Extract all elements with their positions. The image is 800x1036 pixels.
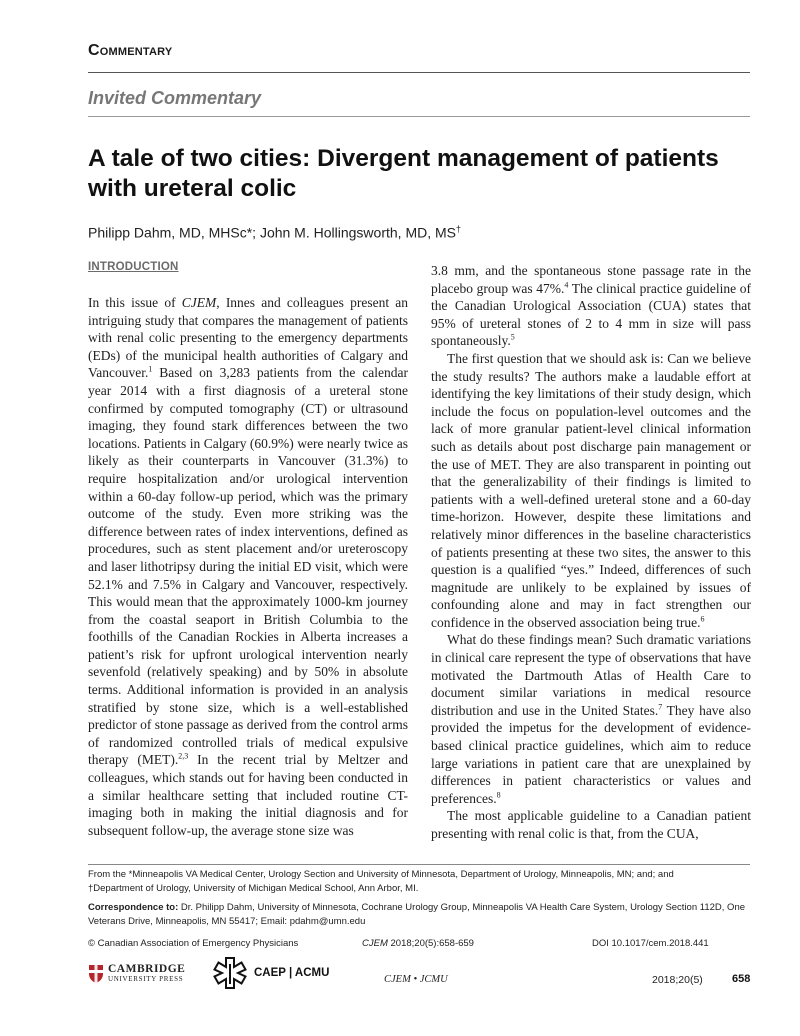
correspondence: Correspondence to: Dr. Philipp Dahm, University of Minnesota, Cochrane Urology Group, Minneapolis VA Health Care System, Urology Section 112D, One Veterans Drive, Minneapolis, MN 55417; Email: pdahm@umn.edu — [88, 902, 746, 927]
header-rule — [88, 72, 750, 73]
copyright: © Canadian Association of Emergency Physicians — [88, 938, 299, 949]
citation: CJEM 2018;20(5):658-659 — [362, 938, 474, 949]
journal-name: CJEM — [181, 295, 217, 310]
journal-footer: CJEM • JCMU — [384, 974, 448, 985]
article-title: A tale of two cities: Divergent management of patients with ureteral colic — [88, 145, 719, 202]
cambridge-shield-icon — [88, 964, 104, 984]
left-column — [88, 294, 408, 839]
reference-5[interactable]: 5 — [510, 332, 515, 342]
volume-info: 2018;20(5) — [652, 974, 703, 986]
publisher-name: CAMBRIDGE — [108, 963, 186, 975]
footnotes — [88, 868, 752, 934]
paragraph: 3.8 mm, and the spontaneous stone passage rate in the placebo group was 47%.$^4$ The clinical practice guideline of the Canadian Urological Association (CUA) states that 95% of ureteral stones of 2 to 4 mm in size will pass spontaneously.$^5$ — [431, 263, 752, 349]
subsection-label: Invited Commentary — [88, 88, 262, 108]
reference-4[interactable]: 4 — [564, 280, 569, 290]
caep-star-of-life-icon — [212, 956, 248, 990]
subsection-rule — [88, 116, 750, 117]
author-1: Philipp Dahm, MD, MHSc*; — [88, 224, 257, 241]
reference-7[interactable]: 7 — [658, 702, 663, 712]
cambridge-logo — [88, 964, 185, 984]
page-number: 658 — [732, 973, 751, 985]
reference-2-3[interactable]: 2,3 — [178, 751, 189, 761]
section-label: Commentary — [88, 42, 173, 59]
author-2-mark: † — [456, 224, 462, 234]
publisher-press: UNIVERSITY PRESS — [108, 975, 184, 983]
section-heading: INTRODUCTION — [88, 261, 179, 273]
author-line — [88, 224, 461, 241]
reference-8[interactable]: 8 — [496, 790, 501, 800]
reference-6[interactable]: 6 — [700, 614, 705, 624]
right-column — [431, 262, 751, 843]
paragraph: The most applicable guideline to a Canadian patient presenting with renal colic is that, from the CUA, — [431, 808, 751, 841]
author-2: John M. Hollingsworth, MD, MS — [259, 224, 456, 241]
paragraph: The first question that we should ask is: Can we believe the study results? The authors make a laudable effort at identifying the key limitations of their study design, which include the focus on population-level outcomes and the lack of more granular patient-level clinical information such as details about post discharge pain management or the use of MET. They are also transparent in pointing out that the generalizability of their findings is limited to patients with a well-defined ureteral stone and a 60-day time-horizon. However, despite these limitations and relatively minor differences in the baseline characteristics of patients presenting at these two sites, the answer to this question is a qualified “yes.” Indeed, differences of such magnitude are unlikely to be explained by issues of confounding alone and may in fact strengthen our confidence in the observed association being true.$^6$ — [431, 350, 751, 630]
paragraph: What do these findings mean? Such dramatic variations in clinical care represent the type of observations that have motivated the Dartmouth Atlas of Health Care to document similar variations in medical resource distribution and use in the United States.$^7$ They have also provided the impetus for the development of evidence-based clinical practice guidelines, which aim to reduce large variations in patient care that are unexplained by differences in patient characteristics or values and preferences.$^8$ — [431, 632, 751, 806]
paragraph: In this issue of CJEM, Innes and colleagues present an intriguing study that compares the management of patients with renal colic presenting to the emergency departments (EDs) of the municipal health authorities of Calgary and Vancouver.$^1$ Based on 3,283 patients from the calendar year 2014 with a first diagnosis of a ureteral stone confirmed by computed tomography (CT) or ultrasound imaging, they found stark differences between the two locations. Patients in Calgary (60.9%) were nearly twice as likely as their counterparts in Vancouver (31.3%) to require hospitalization and/or urological intervention within a 60-day follow-up period, which was the primary outcome of the study. Even more striking was the difference between rates of index interventions, defined as procedures, such as stent placement and/or ureteroscopy and laser lithotripsy during the initial ED visit, which were 52.1% and 7.5% in Calgary and Vancouver, respectively. This would mean that the approximately 1000-km journey from the coastal seaport in British Columbia to the foothills of the Canadian Rockies in Alberta increases a patient’s risk for upfront urological intervention nearly sevenfold (relatively speaking) and by 50% in absolute terms. Additional information is provided in an analysis stratified by stone size, which is a well-established predictor of stone passage as derived from the control arms of randomized controlled trials of medical expulsive therapy (MET).$^{2,3}$ In the recent trial by Meltzer and colleagues, which stands out for having been conducted in a similar healthcare setting that included routine CT-imaging both in making the initial diagnosis and for subsequent follow-up, the average stone size was — [88, 295, 408, 838]
doi[interactable]: DOI 10.1017/cem.2018.441 — [592, 938, 709, 949]
caep-logo — [212, 956, 329, 990]
footnote-rule — [88, 864, 750, 865]
society-name: CAEP | ACMU — [254, 967, 330, 979]
reference-1[interactable]: 1 — [148, 364, 153, 374]
affiliations: From the *Minneapolis VA Medical Center, Urology Section and University of Minnesota, Department of Urology, Minneapolis, MN; and; and †Department of Urology, University of Michigan Medical School, Ann Arbor, MI. — [88, 869, 674, 894]
